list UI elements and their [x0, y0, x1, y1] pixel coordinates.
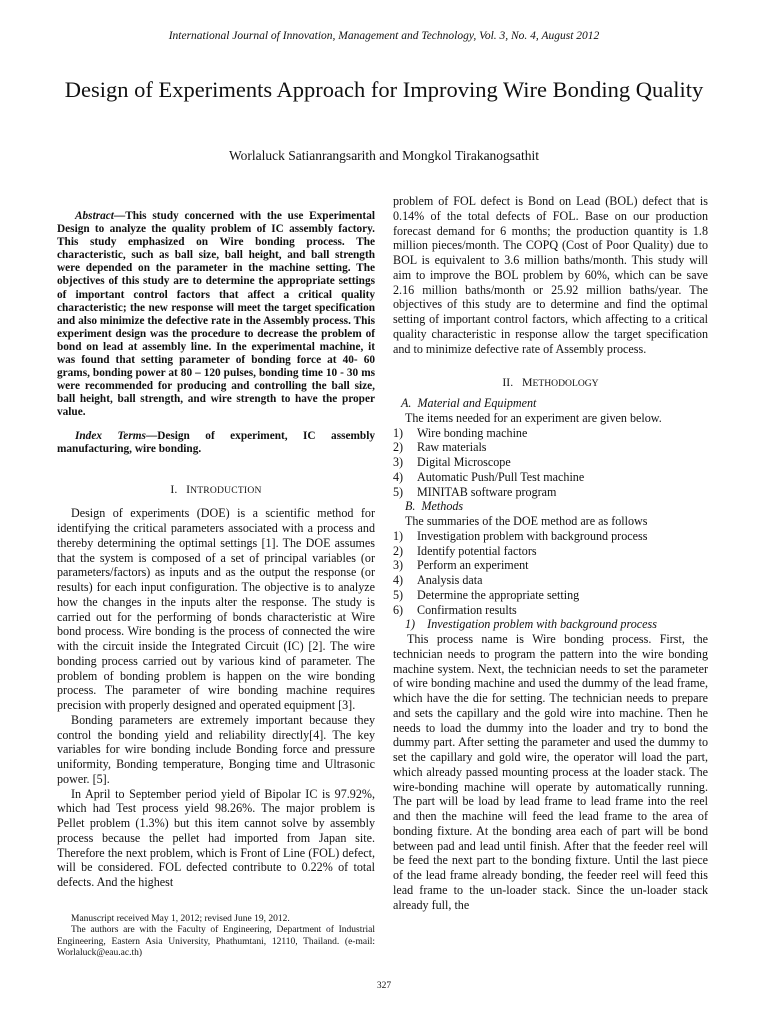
list-item-number: 3) — [393, 455, 404, 469]
journal-header: International Journal of Innovation, Management and Technology, Vol. 3, No. 4, August 2012 — [168, 30, 600, 42]
list-item-text: Digital Microscope — [417, 455, 511, 469]
section-first-letter: I — [186, 481, 191, 496]
subsection-a-lead: The items needed for an experiment are given below. — [405, 410, 662, 425]
list-item-number: 3) — [393, 558, 404, 573]
intro-paragraph-3: In April to September period yield of Bipolar IC is 97.92%, which had Test process yield 98.26%. The major problem is Pellet problem (1.3%) but this item cannot solve by assembly process because the pellet had imported from Japan site. Therefore the next problem, which is Front of Line (FOL) defect, will be considered. FOL defected contribute to 0.22% of total defects. And the highest — [57, 786, 375, 890]
subsection-a-heading — [401, 396, 708, 411]
list-item-number: 2) — [393, 543, 404, 558]
list-item — [393, 588, 708, 603]
list-item — [393, 440, 708, 455]
list-item — [393, 558, 708, 573]
section-title-rest: ETHODOLOGY — [532, 378, 599, 390]
paper-title: Design of Experiments Approach for Improving Wire Bonding Quality — [64, 77, 704, 102]
subsubsection-1-label: 1) — [405, 617, 416, 632]
authors-line: Worlaluck Satianrangsarith and Mongkol Tirakanogsathit — [228, 148, 540, 163]
page-number: 327 — [376, 981, 392, 991]
right-top-paragraph: problem of FOL defect is Bond on Lead (BOL) defect that is 0.14% of the total defects of FOL. Base on our production forecast demand for 6 months; the production quantity is 1.8 million pieces/month. The COPQ (Cost of Poor Quality) due to BOL is equivalent to 3.6 million baths/month. This study will aim to improve the BOL problem by 60%, which can be save 2.16 million baths/month or 25.92 million baths/year. The objectives of this study are to determine and find the optimal setting of important control factors, which affecting to a critical quality characteristic in response allow the target specification and to minimize defective rate of Assembly process. — [393, 194, 708, 356]
list-item-text: Raw materials — [417, 440, 487, 455]
list-item-text: Identify potential factors — [417, 543, 537, 558]
methods-list — [393, 529, 708, 618]
index-terms — [57, 430, 375, 456]
subsubsection-1-heading — [405, 617, 708, 632]
section-first-letter: M — [522, 375, 533, 390]
subsection-b-lead: The summaries of the DOE method are as follows — [405, 514, 648, 528]
list-item-number: 2) — [393, 440, 404, 455]
list-item-text: Determine the appropriate setting — [417, 587, 580, 602]
list-item — [393, 426, 708, 441]
list-item-number: 1) — [393, 528, 404, 543]
index-terms-dash: — — [145, 429, 158, 442]
subsection-b-label: B. — [405, 499, 416, 514]
subsubsection-1-title: Investigation problem with background process — [427, 617, 657, 632]
list-item-number: 5) — [393, 587, 404, 602]
list-item-text: MINITAB software program — [417, 484, 557, 499]
section-numeral: II. — [502, 375, 514, 390]
list-item-text: Automatic Push/Pull Test machine — [417, 469, 585, 484]
subsection-a-title: Material and Equipment — [417, 396, 537, 410]
list-item-text: Confirmation results — [417, 602, 517, 617]
index-terms-text: Design of experiment, IC assembly manufacturing, wire bonding. — [57, 429, 375, 455]
intro-paragraph-2: Bonding parameters are extremely important because they control the bonding yield and reliability directly[4]. The key variables for wire bonding include Bonding force and pressure uniformity, Bonding temperature, Bonging time and Ultrasonic power. [5]. — [57, 712, 375, 786]
subsection-b-title: Methods — [421, 499, 464, 514]
list-item-text: Investigation problem with background process — [417, 528, 648, 543]
subsubsection-1-paragraph: This process name is Wire bonding process. First, the technician needs to program the pattern into the wire bonding machine system. Next, the technician needs to set the parameter of wire bonding machine and used the dummy of the lead frame, which have the die for setting. The technician needs to prepare and sets the capillary and the gold wire into machine. Then he needs to load the dummy into the loader and try to bond the dummy part. After setting the parameter and used the dummy to set the capillary and gold wire, the operator will load the part, which already passed mounting process at the loader stack. The wire-bonding machine will operate by automatically running. The part will be load by lead frame to lead frame into the reel and then the machine will feed the lead frame to the area of bonding fixture. At the bonding area each of part will be bond between pad and lead until finish. After that the feeder reel will be feed the next part to the bonding fixture. Until the last piece of the lead frame already bonding, the feeder reel will feed this lead frame to the un-loader stack. Since the un-loader stack already full, the — [393, 632, 708, 912]
list-item-number: 1) — [393, 425, 404, 440]
list-item-number: 5) — [393, 484, 404, 499]
equipment-list — [393, 426, 708, 500]
right-column — [393, 194, 708, 912]
section-numeral: I. — [170, 481, 178, 496]
subsection-b-heading — [405, 499, 708, 514]
list-item-number: 6) — [393, 602, 404, 617]
subsection-a-label: A. — [401, 396, 412, 410]
footnote-affiliation: The authors are with the Faculty of Engineering, Department of Industrial Engineering, Eastern Asia University, Phathumtani, 12110, Thailand. (e-mail: Worlaluck@eau.ac.th) — [57, 925, 375, 958]
abstract-text: This study concerned with the use Experimental Design to analyze the quality problem of IC assembly factory. This study emphasized on Wire bonding process. The characteristic, such as ball size, ball height, and ball strength were depended on the parameter in the machine setting. The objectives of this study are to determine the appropriate settings of important control factors that affect a critical quality characteristic; the new response will meet the target specification and also minimize the defective rate in the Assembly process. This experiment design was the procedure to decrease the problem of bond on lead at assembly line. In the experimental machine, it was found that setting parameter of bonding force at 40- 60 grams, bonding power at 80 – 120 pulses, bonding time 10 - 30 ms were recommended for producing and controlling the ball size, ball height, ball strength, and wire strength to have the proper value. — [57, 210, 375, 419]
list-item-text: Analysis data — [417, 573, 483, 587]
footnote — [57, 914, 375, 959]
footnote-received: Manuscript received May 1, 2012; revised June 19, 2012. — [71, 913, 290, 924]
section-title-rest: NTRODUCTION — [190, 484, 262, 496]
intro-paragraph-1: Design of experiments (DOE) is a scientific method for identifying the critical parameters associated with a process and thereby determining the optimal settings [1]. The DOE assumes that the system is composed of a set of principal variables (or parameters/factors) as inputs and as the output the response (or results) for each input configuration. The objective is to analyze how the changes in the inputs alter the response. The study is carried out for the performing of bonds characteristic at Wire bond process. Wire bonding is the process of connected the wire with the circuit inside the Integrated Circuit (IC) [2]. The wire bonding process carried out by various kind of parameter. The problem of bonding problem is happen on the wire bonding process. The parameter of wire bonding machine requires precision with properly designed and operated equipment [3]. — [57, 506, 375, 713]
list-item — [393, 485, 708, 500]
list-item — [393, 603, 708, 618]
list-item — [393, 573, 708, 588]
abstract — [57, 210, 375, 420]
index-terms-label: Index Terms — [75, 429, 146, 442]
section-heading-methodology — [393, 375, 708, 392]
list-item — [393, 455, 708, 470]
list-item-text: Perform an experiment — [417, 558, 529, 573]
list-item — [393, 470, 708, 485]
list-item-number: 4) — [393, 469, 404, 484]
section-heading-introduction — [57, 482, 375, 499]
abstract-dash: — — [113, 210, 126, 222]
list-item-text: Wire bonding machine — [417, 425, 528, 440]
abstract-label: Abstract — [75, 210, 114, 222]
list-item — [393, 544, 708, 559]
list-item — [393, 529, 708, 544]
left-column — [57, 210, 375, 959]
list-item-number: 4) — [393, 573, 404, 587]
